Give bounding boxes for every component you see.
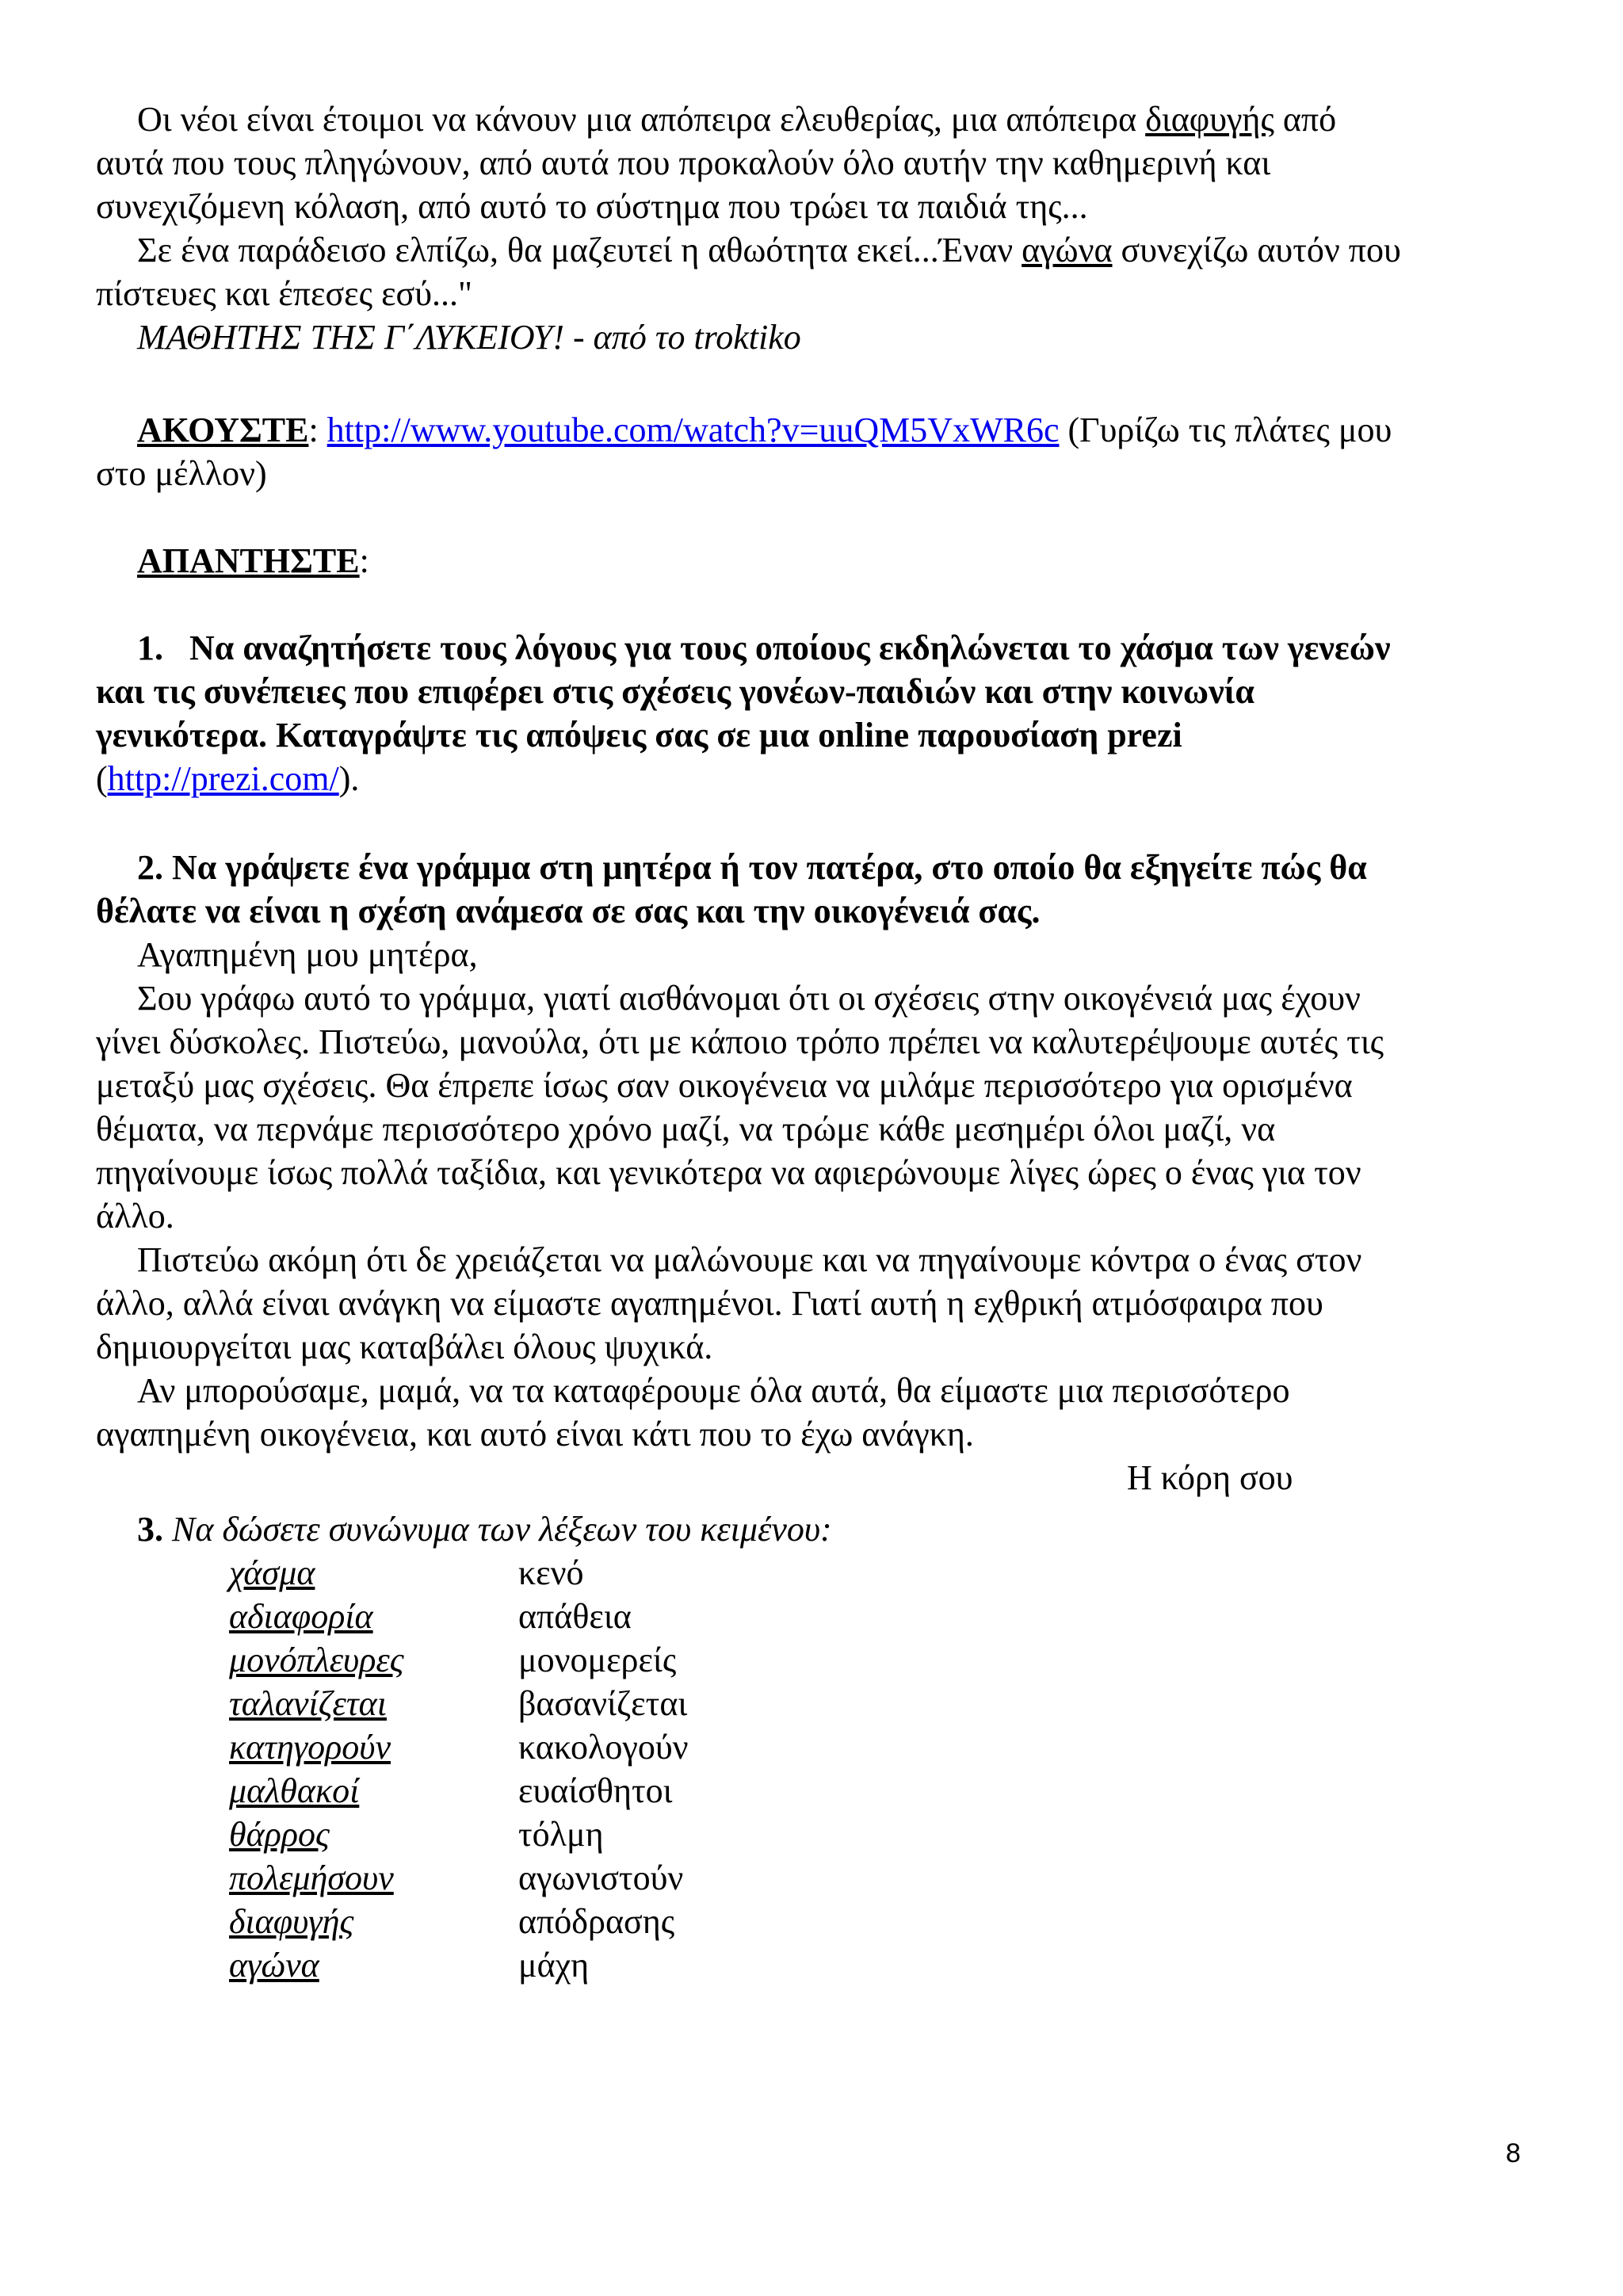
synonym-term: αδιαφορία (229, 1597, 373, 1636)
question-3 (96, 1507, 1538, 1551)
letter-line: μεταξύ μας σχέσεις. Θα έπρεπε ίσως σαν οικογένεια να μιλάμε περισσότερο για ορισμένα (96, 1066, 1353, 1105)
question-line (96, 757, 1538, 800)
synonym-answer: απάθεια (518, 1597, 632, 1636)
prezi-link[interactable]: http://prezi.com/ (107, 759, 339, 798)
question-1 (96, 626, 1538, 800)
synonym-term: διαφυγής (229, 1902, 354, 1941)
colon: : (359, 541, 369, 580)
synonym-term: θάρρος (229, 1815, 330, 1854)
text-span: Σε ένα παράδεισο ελπίζω, θα μαζευτεί η αθωότητα εκεί...Έναν (137, 231, 1022, 269)
intro-line: συνεχιζόμενη κόλαση, από αυτό το σύστημα που τρώει τα παιδιά της... (96, 187, 1088, 226)
listen-label: ΑΚΟΥΣΤΕ (137, 411, 309, 449)
text-span: Οι νέοι είναι έτοιμοι να κάνουν μια απόπειρα ελευθερίας, μια απόπειρα (137, 100, 1146, 139)
question-number: 3. (137, 1510, 163, 1549)
letter-signature (96, 1456, 1538, 1499)
synonym-answer: κενό (518, 1553, 584, 1592)
letter-line: γίνει δύσκολες. Πιστεύω, μανούλα, ότι με κάποιο τρόπο πρέπει να καλυτερέψουμε αυτές τις (96, 1022, 1384, 1061)
question-number: 1. (137, 628, 163, 667)
text-span: (Γυρίζω τις πλάτες μου (1059, 411, 1392, 449)
text-span: από (1274, 100, 1337, 139)
synonym-term: αγώνα (229, 1946, 319, 1985)
question-line (96, 1507, 1538, 1551)
question-prompt: Να δώσετε συνώνυμα των λέξεων του κειμένου: (163, 1510, 832, 1549)
synonym-answer: απόδρασης (518, 1902, 675, 1941)
answer-label: ΑΠΑΝΤΗΣΤΕ (137, 541, 360, 580)
answer-heading (96, 539, 1538, 583)
question-line: και τις συνέπειες που επιφέρει στις σχέσεις γονέων-παιδιών και στην κοινωνία (96, 672, 1254, 711)
signature-text: Η κόρη σου (1127, 1458, 1293, 1497)
synonym-answer: μονομερείς (518, 1641, 677, 1679)
text-span: συνεχίζω αυτόν που (1112, 231, 1401, 269)
intro-line: αυτά που τους πληγώνουν, από αυτά που προκαλούν όλο αυτήν την καθημερινή και (96, 143, 1271, 182)
answer-line (96, 539, 1538, 583)
page-number: 8 (1506, 2138, 1521, 2168)
synonym-answer: βασανίζεται (518, 1684, 688, 1723)
intro-line: πίστευες και έπεσες εσύ..." (96, 274, 473, 313)
letter-line: θέματα, να περνάμε περισσότερο χρόνο μαζί, να τρώμε κάθε μεσημέρι όλοι μαζί, να (96, 1110, 1276, 1148)
listen-line: στο μέλλον) (96, 454, 267, 493)
letter-line: Σου γράφω αυτό το γράμμα, γιατί αισθάνομαι ότι οι σχέσεις στην οικογένειά μας έχουν (137, 979, 1361, 1018)
question-line: θέλατε να είναι η σχέση ανάμεσα σε σας και την οικογένειά σας. (96, 892, 1041, 930)
letter-line: πηγαίνουμε ίσως πολλά ταξίδια, και γενικότερα να αφιερώνουμε λίγες ώρες ο ένας για τον (96, 1153, 1361, 1192)
synonym-term: πολεμήσουν (229, 1859, 394, 1897)
synonym-answer: κακολογούν (518, 1728, 689, 1767)
question-2 (96, 846, 1538, 1499)
synonym-answer: μάχη (518, 1946, 590, 1985)
synonym-term: ταλανίζεται (229, 1684, 387, 1723)
letter-line: αγαπημένη οικογένεια, και αυτό είναι κάτι που το έχω ανάγκη. (96, 1415, 974, 1454)
synonym-term: χάσμα (229, 1553, 315, 1592)
synonym-answer: αγωνιστούν (518, 1859, 684, 1897)
underlined-word: αγώνα (1022, 231, 1113, 269)
letter-line: άλλο. (96, 1197, 174, 1236)
letter-line: Πιστεύω ακόμη ότι δε χρειάζεται να μαλώνουμε και να πηγαίνουμε κόντρα ο ένας στον (137, 1240, 1362, 1279)
underlined-word: διαφυγής (1145, 100, 1274, 139)
synonym-term: μονόπλευρες (229, 1641, 404, 1679)
letter-salutation: Αγαπημένη μου μητέρα, (137, 935, 478, 974)
intro-line (96, 97, 1538, 141)
listen-section (96, 408, 1538, 495)
listen-line (96, 408, 1538, 452)
text-span: ). (338, 759, 360, 798)
question-line: 2. Να γράψετε ένα γράμμα στη μητέρα ή τον πατέρα, στο οποίο θα εξηγείτε πώς θα (137, 848, 1367, 887)
intro-line (96, 228, 1538, 272)
youtube-link[interactable]: http://www.youtube.com/watch?v=uuQM5VxWR6c (327, 411, 1060, 449)
question-line: γενικότερα. Καταγράψτε τις απόψεις σας σε μια online παρουσίαση prezi (96, 716, 1182, 755)
synonym-answer: ευαίσθητοι (518, 1771, 673, 1810)
letter-line: Αν μπορούσαμε, μαμά, να τα καταφέρουμε όλα αυτά, θα είμαστε μια περισσότερο (137, 1371, 1290, 1410)
text-span: Να αναζητήσετε τους λόγους για τους οποίους εκδηλώνεται το χάσμα των γενεών (189, 628, 1391, 667)
letter-line: άλλο, αλλά είναι ανάγκη να είμαστε αγαπημένοι. Γιατί αυτή η εχθρική ατμόσφαιρα που (96, 1284, 1323, 1323)
intro-quote (96, 97, 1538, 359)
attribution: ΜΑΘΗΤΗΣ ΤΗΣ Γ΄ΛΥΚΕΙΟΥ! - από το troktiko (137, 318, 801, 357)
synonym-answer: τόλμη (518, 1815, 604, 1854)
text-span: ( (96, 759, 108, 798)
letter-line: δημιουργείται μας καταβάλει όλους ψυχικά. (96, 1328, 713, 1366)
synonym-term: μαλθακοί (229, 1771, 360, 1810)
colon: : (308, 411, 319, 449)
synonym-term: κατηγορούν (229, 1728, 391, 1767)
question-line (96, 626, 1538, 670)
